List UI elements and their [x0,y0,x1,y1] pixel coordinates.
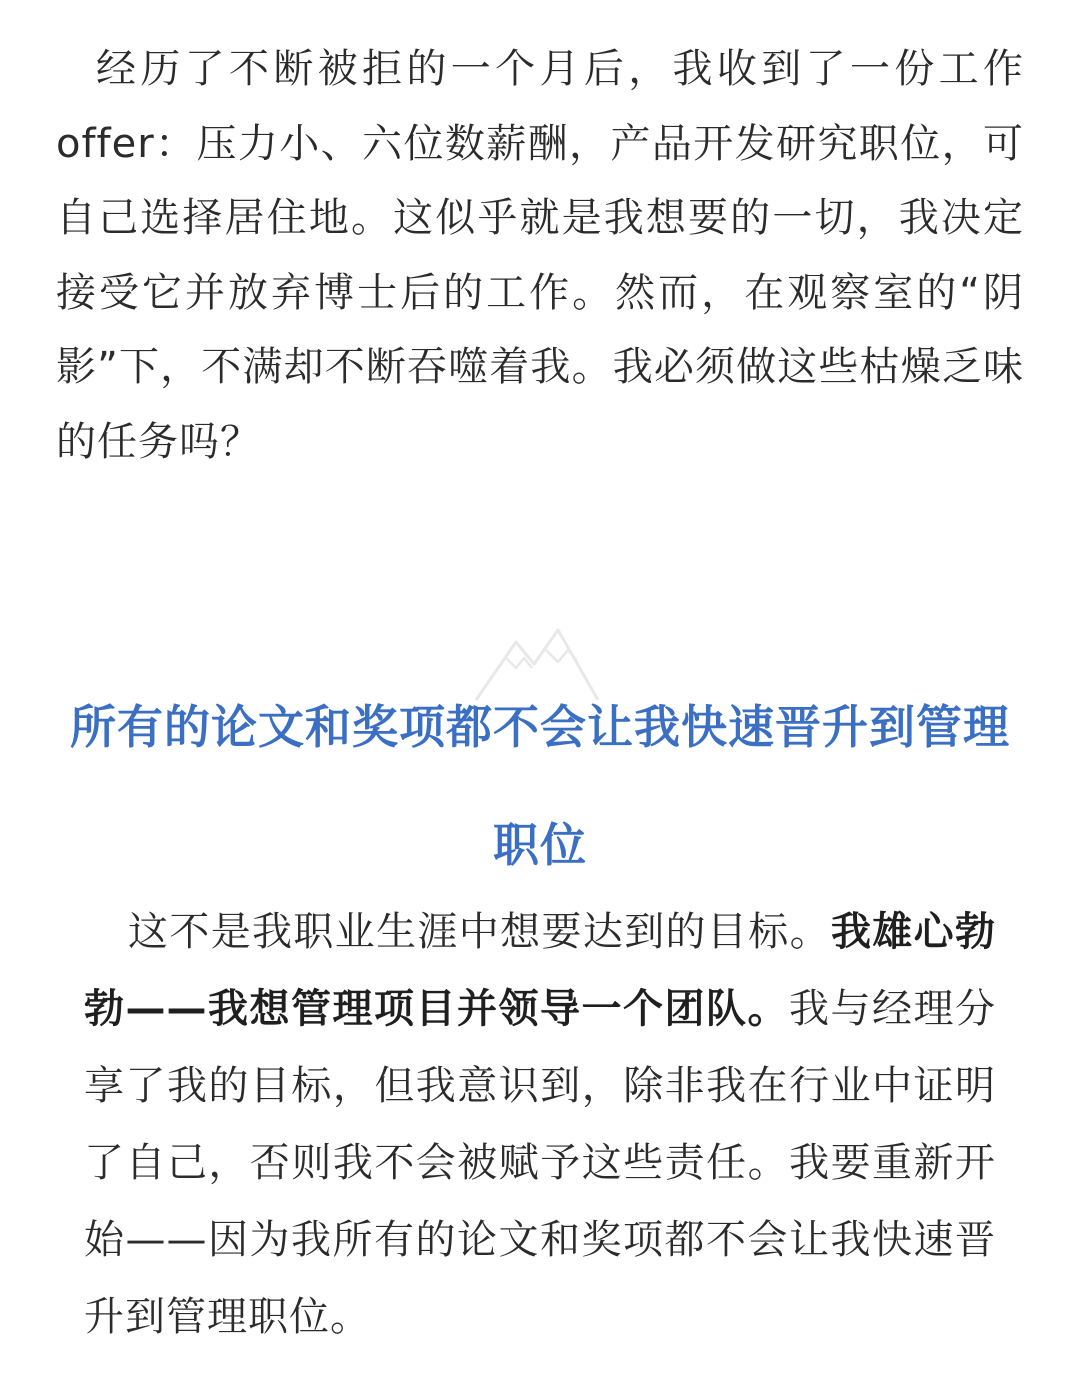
section-heading: 所有的论文和奖项都不会让我快速晋升到管理职位 [70,700,1010,872]
paragraph-rest-text: 我与经理分享了我的目标，但我意识到，除非我在行业中证明了自己，否则我不会被赋予这些责任。我要重新开始——因为我所有的论文和奖项都不会让我快速晋升到管理职位。 [84,986,996,1340]
paragraph-career-goal [84,894,996,1356]
paragraph-job-offer: 经历了不断被拒的一个月后，我收到了一份工作offer：压力小、六位数薪酬，产品开发研究职位，可自己选择居住地。这似乎就是我想要的一切，我决定接受它并放弃博士后的工作。然而，在观察室的“阴影”下，不满却不断吞噬着我。我必须做这些枯燥乏味的任务吗？ [56,46,1024,465]
paragraph-emphasis-text: 我雄心勃勃——我想管理项目并领导一个团队。 [84,909,997,1032]
paragraph-lead-text: 这不是我职业生涯中想要达到的目标。 [128,909,831,955]
